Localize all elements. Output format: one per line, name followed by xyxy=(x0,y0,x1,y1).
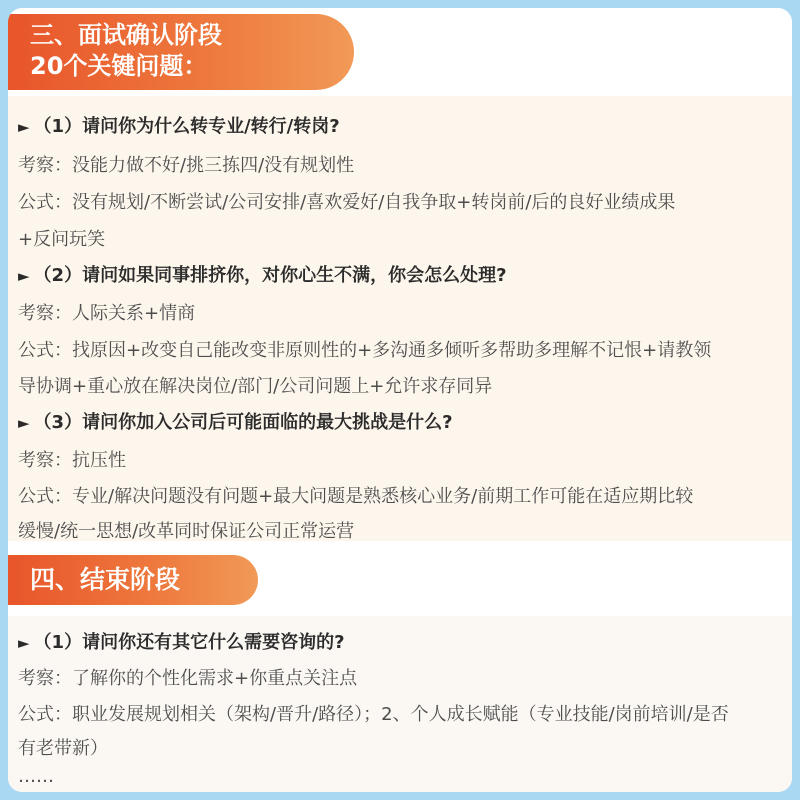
closing-question-1: ► （1）请问你还有其它什么需要咨询的? xyxy=(18,632,345,653)
question-3-check: 考察：抗压性 xyxy=(18,450,126,471)
closing-question-1-check: 考察：了解你的个性化需求+你重点关注点 xyxy=(18,668,358,689)
question-2-check: 考察：人际关系+情商 xyxy=(18,303,196,324)
content-card xyxy=(8,8,792,792)
question-1-formula-line-2: +反问玩笑 xyxy=(18,229,106,250)
question-2-formula-line-1: 公式：找原因+改变自己能改变非原则性的+多沟通多倾听多帮助多理解不记恨+请教领 xyxy=(18,340,712,361)
section-4-panel xyxy=(8,616,792,792)
section-3-heading xyxy=(8,14,354,90)
question-3-formula-line-2: 缓慢/统一思想/改革同时保证公司正常运营 xyxy=(18,521,355,542)
section-4-heading xyxy=(8,555,258,605)
arrow-bullet-icon: ► xyxy=(18,634,30,652)
closing-question-1-formula-line-1: 公式：职业发展规划相关（架构/晋升/路径）；2、个人成长赋能（专业技能/岗前培训/是否 xyxy=(18,704,729,725)
question-1-formula-line-1: 公式：没有规划/不断尝试/公司安排/喜欢爱好/自我争取+转岗前/后的良好业绩成果 xyxy=(18,192,676,213)
question-2: ► （2）请问如果同事排挤你，对你心生不满，你会怎么处理? xyxy=(18,265,507,286)
ellipsis: …… xyxy=(18,766,54,787)
arrow-bullet-icon: ► xyxy=(18,118,30,136)
question-1: ► （1）请问你为什么转专业/转行/转岗? xyxy=(18,116,340,137)
section-3-title: 三、面试确认阶段 xyxy=(30,21,222,49)
question-2-formula-line-2: 导协调+重心放在解决岗位/部门/公司问题上+允许求存同异 xyxy=(18,376,493,397)
section-3-panel xyxy=(8,96,792,541)
question-3-formula-line-1: 公式：专业/解决问题没有问题+最大问题是熟悉核心业务/前期工作可能在适应期比较 xyxy=(18,486,694,507)
arrow-bullet-icon: ► xyxy=(18,414,30,432)
question-3: ► （3）请问你加入公司后可能面临的最大挑战是什么? xyxy=(18,412,453,433)
section-3-subtitle: 20个关键问题： xyxy=(30,52,208,80)
arrow-bullet-icon: ► xyxy=(18,267,30,285)
closing-question-1-formula-line-2: 有老带新） xyxy=(18,738,108,759)
question-1-check: 考察：没能力做不好/挑三拣四/没有规划性 xyxy=(18,155,355,176)
section-4-title: 四、结束阶段 xyxy=(30,565,181,594)
